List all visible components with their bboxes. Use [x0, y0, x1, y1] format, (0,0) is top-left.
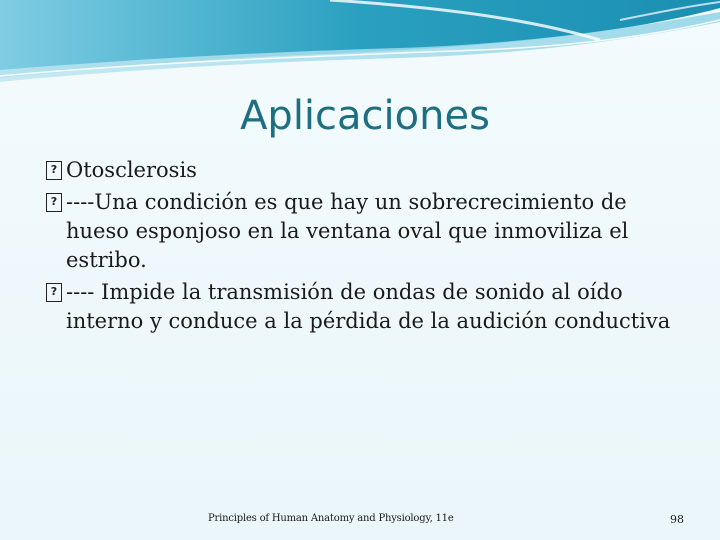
- header-wave-banner: [0, 0, 720, 90]
- slide-title: Aplicaciones: [240, 93, 490, 139]
- page-number: 98: [670, 513, 684, 526]
- bullet-text: ----Una condición es que hay un sobrecrecimiento de hueso esponjoso en la ventana oval que inmoviliza el estribo.: [66, 190, 629, 272]
- slide-footer: Principles of Human Anatomy and Physiology, 11e: [208, 513, 454, 524]
- bullet-item: [46, 156, 686, 185]
- bullet-text: Otosclerosis: [66, 158, 197, 182]
- bullet-text: ---- Impide la transmisión de ondas de sonido al oído interno y conduce a la pérdida de la audición conductiva: [66, 280, 671, 333]
- bullet-item: [46, 188, 686, 275]
- missing-glyph-bullet-icon: [46, 193, 62, 212]
- missing-glyph-bullet-icon: [46, 283, 62, 302]
- bullet-list: [46, 156, 686, 339]
- missing-glyph-bullet-icon: [46, 161, 62, 180]
- bullet-item: [46, 278, 686, 336]
